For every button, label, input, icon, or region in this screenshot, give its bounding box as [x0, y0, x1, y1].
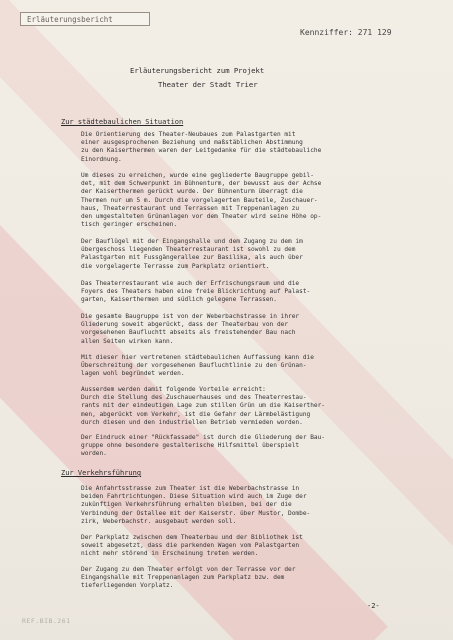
- paragraph: Der Zugang zu dem Theater erfolgt von der Terrasse vor der Eingangshalle mit Treppenanlagen zum Parkplatz bzw. dem tieferliegenden Vorplatz.: [81, 566, 296, 590]
- paragraph: Um dieses zu erreichen, wurde eine gegliederte Baugruppe gebil- det, mit dem Schwerpunkt im Bühnenturm, der bewusst aus der Achse der Kaiserthermen gerückt wurde. Der Bühnenturm überragt die Thermen nur um 5 m. Durch die vorgelagerten Bauteile, Zuschauer- haus, Theaterrestaurant und Terrassen mit Treppenanlagen zu den umgestalteten Grünanlagen vor dem Theater wird seine Höhe op- tisch geringer erscheinen.: [81, 172, 322, 229]
- paragraph: Mit dieser hier vertretenen städtebaulichen Auffassung kann die Überschreitung der vorgesehenen Baufluchtlinie zu den Grünan- lagen wohl begründet werden.: [81, 354, 314, 378]
- page-number: -2-: [367, 602, 380, 610]
- section-title-staedtebau: Zur städtebaulichen Situation: [61, 118, 184, 126]
- paragraph: Die Orientierung des Theater-Neubaues zum Palastgarten mit einer ausgesprochenen Beziehung und maßstäblichen Abstimmung zu den Kaiserthermen waren der Leitgedanke für die städtebauliche Einordnung.: [81, 131, 322, 163]
- paragraph: Die Anfahrtsstrasse zum Theater ist die Weberbachstrasse in beiden Fahrtrichtungen. Diese Situation wird auch im Zuge der zukünftigen Verkehrsführung erhalten bleiben, bei der die Verbindung der Ostallee mit der Kaiserstr. über Mustor, Dombe- zirk, Weberbachstr. ausgebaut werden soll.: [81, 485, 311, 525]
- report-stamp-label: Erläuterungsbericht: [20, 12, 150, 26]
- paragraph: Das Theaterrestaurant wie auch der Erfrischungsraum und die Foyers des Theaters haben eine freie Blickrichtung auf Palast- garten, Kaiserthermen und südlich gelegene Terrassen.: [81, 280, 311, 304]
- paragraph: Der Bauflügel mit der Eingangshalle und dem Zugang zu dem im übergeschoss liegenden Theaterrestaurant ist sowohl zu dem Palastgarten mit Fussgängerallee zur Basilika, als auch über die vorgelagerte Terrasse zum Parkplatz orientiert.: [81, 238, 303, 270]
- paragraph: Die gesamte Baugruppe ist von der Weberbachstrasse in ihrer Gliederung soweit abgerückt, dass der Theaterbau von der vorgesehenen Baufluchtt abseits als freistehender Bau nach allen Seiten wirken kann.: [81, 313, 300, 345]
- paragraph: Ausserdem werden damit folgende Vorteile erreicht: Durch die Stellung des Zuschauerhauses und des Theaterrestau- rants mit der eindeutigen Lage zum stillen Grün um die Kaiserther- men, abgerückt vom Verkehr, ist die Gefahr der Lärmbelästigung durch diesen und den industriellen Betrieb vermieden worden.: [81, 386, 326, 426]
- report-title: Erläuterungsbericht zum Projekt: [130, 66, 265, 75]
- archive-mark: REF.BIB.261: [22, 617, 71, 625]
- paragraph: Der Eindruck einer "Rückfassade" ist durch die Gliederung der Bau- gruppe ohne besondere gestalterische Hilfsmittel überspielt worden.: [81, 434, 326, 458]
- report-subtitle: Theater der Stadt Trier: [158, 80, 258, 89]
- section-title-verkehr: Zur Verkehrsführung: [61, 469, 142, 477]
- paragraph: Der Parkplatz zwischen dem Theaterbau und der Bibliothek ist soweit abgesetzt, dass die parkenden Wagen vom Palastgarten nicht mehr störend in Erscheinung treten werden.: [81, 534, 303, 558]
- kennziffer-label: Kennziffer: 271 129: [300, 28, 392, 37]
